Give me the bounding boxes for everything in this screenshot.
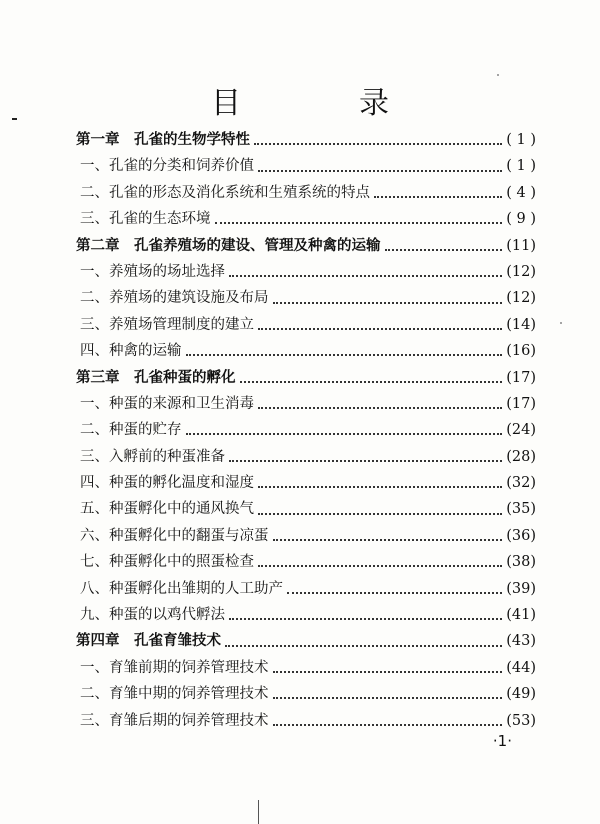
toc-leader-dots: [374, 196, 502, 198]
toc-leader-dots: [215, 222, 503, 224]
toc-section-row: [76, 392, 536, 418]
toc-chapter-row: [76, 128, 536, 154]
toc-entry-title: 第四章 孔雀育雏技术: [76, 633, 221, 650]
toc-leader-dots: [258, 170, 502, 172]
toc-leader-dots: [273, 302, 503, 304]
toc-entry-page: (12): [506, 263, 536, 280]
toc-entry-page: (43): [506, 633, 536, 650]
toc-section-row: [76, 181, 536, 207]
toc-section-row: [76, 682, 536, 708]
toc-entry-title: 一、孔雀的分类和饲养价值: [80, 158, 254, 175]
toc-entry-page: (53): [506, 712, 536, 729]
toc-entry-page: ( 9 ): [506, 211, 536, 228]
toc-section-row: [76, 260, 536, 286]
toc-entry-title: 二、孔雀的形态及消化系统和生殖系统的特点: [80, 184, 370, 201]
toc-entry-title: 七、种蛋孵化中的照蛋检查: [80, 554, 254, 571]
toc-leader-dots: [258, 486, 502, 488]
toc-section-row: [76, 550, 536, 576]
toc-section-row: [76, 207, 536, 233]
toc-entry-page: ( 1 ): [506, 158, 536, 175]
toc-entry-title: 第三章 孔雀种蛋的孵化: [76, 369, 236, 386]
toc-entry-title: 六、种蛋孵化中的翻蛋与凉蛋: [80, 527, 269, 544]
toc-section-row: [76, 445, 536, 471]
toc-section-row: [76, 339, 536, 365]
toc-section-row: [76, 471, 536, 497]
toc-entry-title: 一、种蛋的来源和卫生消毒: [80, 395, 254, 412]
toc-entry-title: 三、养殖场管理制度的建立: [80, 316, 254, 333]
toc-section-row: [76, 497, 536, 523]
toc-section-row: [76, 418, 536, 444]
scan-mark-bottom: [258, 800, 259, 824]
toc-entry-title: 第二章 孔雀养殖场的建设、管理及种禽的运输: [76, 237, 381, 254]
toc-leader-dots: [258, 565, 502, 567]
toc-entry-page: (35): [506, 501, 536, 518]
toc-entry-page: (32): [506, 475, 536, 492]
toc-entry-page: (24): [506, 422, 536, 439]
toc-entry-title: 三、育雏后期的饲养管理技术: [80, 712, 269, 729]
toc-section-row: [76, 313, 536, 339]
toc-chapter-row: [76, 234, 536, 260]
toc-leader-dots: [273, 724, 503, 726]
toc-entry-page: (17): [506, 395, 536, 412]
toc-leader-dots: [254, 143, 502, 145]
toc-entry-page: (12): [506, 290, 536, 307]
page-title: 目 录: [211, 86, 433, 122]
toc-leader-dots: [229, 618, 502, 620]
page-number: ·1·: [492, 732, 512, 750]
toc-entry-title: 五、种蛋孵化中的通风换气: [80, 501, 254, 518]
toc-leader-dots: [258, 407, 502, 409]
toc-entry-page: (17): [506, 369, 536, 386]
scan-speck: [560, 322, 562, 324]
toc-leader-dots: [186, 433, 503, 435]
toc-section-row: [76, 656, 536, 682]
toc-chapter-row: [76, 366, 536, 392]
toc-leader-dots: [258, 513, 502, 515]
toc-leader-dots: [229, 460, 502, 462]
toc-entry-page: (41): [506, 607, 536, 624]
toc-leader-dots: [273, 671, 503, 673]
toc-entry-title: 四、种禽的运输: [80, 343, 182, 360]
toc-entry-page: (44): [506, 659, 536, 676]
table-of-contents: [76, 128, 536, 735]
toc-section-row: [76, 286, 536, 312]
toc-entry-page: ( 1 ): [506, 132, 536, 148]
toc-entry-page: (49): [506, 686, 536, 703]
toc-entry-page: (38): [506, 554, 536, 571]
toc-entry-title: 二、育雏中期的饲养管理技术: [80, 686, 269, 703]
toc-entry-page: (36): [506, 527, 536, 544]
scan-speck: [497, 74, 499, 76]
toc-entry-page: (11): [506, 237, 536, 254]
toc-chapter-row: [76, 629, 536, 655]
toc-entry-page: (39): [506, 580, 536, 597]
toc-section-row: [76, 154, 536, 180]
toc-section-row: [76, 603, 536, 629]
toc-entry-title: 八、种蛋孵化出雏期的人工助产: [80, 580, 283, 597]
toc-entry-page: (14): [506, 316, 536, 333]
toc-entry-page: ( 4 ): [506, 184, 536, 201]
toc-leader-dots: [287, 592, 502, 594]
toc-leader-dots: [240, 381, 503, 383]
toc-entry-title: 二、养殖场的建筑设施及布局: [80, 290, 269, 307]
toc-entry-title: 三、孔雀的生态环境: [80, 211, 211, 228]
toc-leader-dots: [385, 249, 503, 251]
toc-entry-title: 三、入孵前的种蛋准备: [80, 448, 225, 465]
toc-leader-dots: [258, 328, 502, 330]
toc-leader-dots: [186, 354, 503, 356]
toc-leader-dots: [273, 697, 503, 699]
toc-entry-title: 一、育雏前期的饲养管理技术: [80, 659, 269, 676]
toc-leader-dots: [229, 275, 502, 277]
toc-entry-title: 二、种蛋的贮存: [80, 422, 182, 439]
toc-entry-page: (16): [506, 343, 536, 360]
toc-section-row: [76, 577, 536, 603]
toc-leader-dots: [273, 539, 503, 541]
toc-entry-title: 四、种蛋的孵化温度和湿度: [80, 475, 254, 492]
toc-entry-title: 第一章 孔雀的生物学特性: [76, 132, 250, 148]
toc-section-row: [76, 524, 536, 550]
toc-entry-title: 九、种蛋的以鸡代孵法: [80, 607, 225, 624]
toc-entry-title: 一、养殖场的场址选择: [80, 263, 225, 280]
toc-leader-dots: [225, 645, 502, 647]
toc-section-row: [76, 709, 536, 735]
toc-entry-page: (28): [506, 448, 536, 465]
